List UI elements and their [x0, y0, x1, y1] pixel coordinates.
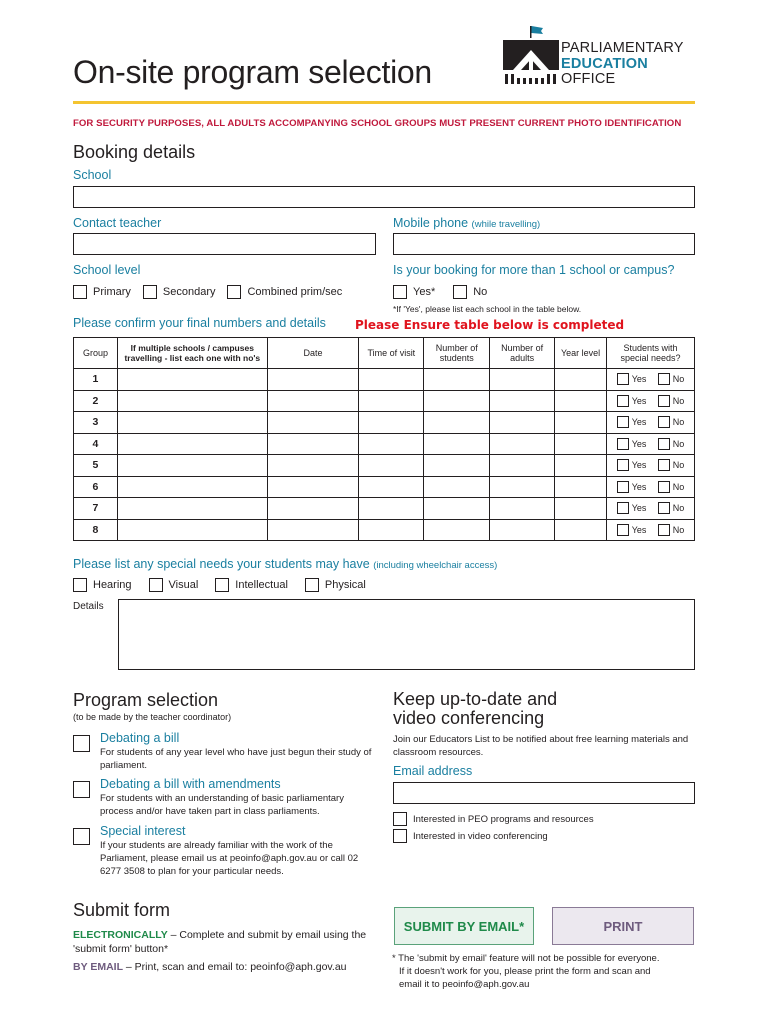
yes-label: Yes — [631, 503, 647, 514]
yes-label: Yes — [631, 460, 647, 471]
time-cell[interactable] — [359, 455, 424, 477]
footnote-line-3: email it to peoinfo@aph.gov.au — [399, 979, 530, 990]
debating-title: Debating a bill — [100, 731, 180, 745]
visual-label: Visual — [168, 579, 199, 591]
group-number: 4 — [74, 433, 118, 455]
yes-label: Yes — [631, 417, 647, 428]
school-label: School — [73, 168, 112, 182]
no-label: No — [672, 438, 685, 449]
yes-label: Yes — [631, 395, 647, 406]
booking-heading: Booking details — [73, 142, 196, 162]
group-number: 7 — [74, 498, 118, 520]
special-needs-yes-no — [607, 459, 694, 471]
table-header-row — [74, 338, 695, 369]
special-interest-desc: If your students are already familiar with the work of the Parliament, please email us at peoinfo@aph.gov.au or call 02 6277 3508 to plan for your particular needs. — [100, 840, 359, 877]
need-physical-option[interactable] — [305, 578, 366, 592]
special-needs-yes-option[interactable] — [617, 395, 647, 407]
year-level-cell[interactable] — [555, 455, 607, 477]
final-numbers-label: Please confirm your final numbers and details — [73, 316, 326, 330]
amendments-desc: For students with an understanding of basic parliamentary process and/or have taken part in class parliaments. — [100, 793, 344, 817]
logo-text — [561, 41, 684, 88]
yes-checkbox[interactable] — [617, 481, 629, 493]
table-row — [74, 390, 695, 412]
no-label: No — [672, 481, 685, 492]
special-needs-yes-no — [607, 524, 694, 536]
header-adults: Number of adults — [490, 338, 555, 369]
special-needs-label-text: Please list any special needs your students may have — [73, 557, 370, 571]
special-needs-cell — [607, 433, 695, 455]
time-cell[interactable] — [359, 498, 424, 520]
intellectual-label: Intellectual — [235, 579, 288, 591]
email-address-label: Email address — [393, 764, 473, 778]
interest-video-label: Interested in video conferencing — [413, 830, 548, 842]
special-needs-no-option[interactable] — [658, 416, 685, 428]
special-needs-no-option[interactable] — [658, 481, 685, 493]
need-intellectual-option[interactable] — [215, 578, 288, 592]
multi-yes-label: Yes* — [413, 286, 436, 298]
year-level-cell[interactable] — [555, 519, 607, 541]
no-label: No — [672, 417, 685, 428]
amendments-title: Debating a bill with amendments — [100, 777, 281, 791]
no-checkbox[interactable] — [658, 481, 670, 493]
mobile-phone-label — [393, 216, 540, 230]
footnote-line-1: * The 'submit by email' feature will not be possible for everyone. — [392, 953, 660, 964]
logo-line-1: PARLIAMENTARY — [561, 40, 684, 56]
header-students: Number of students — [424, 338, 490, 369]
yes-checkbox[interactable] — [617, 502, 629, 514]
no-checkbox[interactable] — [658, 438, 670, 450]
students-cell[interactable] — [424, 476, 490, 498]
adults-cell[interactable] — [490, 498, 555, 520]
adults-cell[interactable] — [490, 455, 555, 477]
yes-checkbox[interactable] — [617, 416, 629, 428]
footnote-line-2: If it doesn't work for you, please print the form and scan and — [399, 966, 651, 977]
date-cell[interactable] — [267, 455, 359, 477]
submit-heading: Submit form — [73, 900, 171, 920]
keep-heading-line-1: Keep up-to-date and — [393, 689, 558, 709]
table-row — [74, 412, 695, 434]
students-cell[interactable] — [424, 369, 490, 391]
school-cell[interactable] — [117, 369, 267, 391]
no-checkbox[interactable] — [658, 395, 670, 407]
students-cell[interactable] — [424, 455, 490, 477]
keep-updated-heading — [393, 690, 557, 728]
school-cell[interactable] — [117, 455, 267, 477]
special-needs-cell — [607, 369, 695, 391]
date-cell[interactable] — [267, 412, 359, 434]
yes-label: Yes — [631, 374, 647, 385]
amendments-checkbox[interactable] — [73, 781, 90, 798]
special-needs-yes-no — [607, 481, 694, 493]
need-visual-option[interactable] — [149, 578, 199, 592]
multi-school-question: Is your booking for more than 1 school or campus? — [393, 263, 675, 277]
year-level-cell[interactable] — [555, 498, 607, 520]
time-cell[interactable] — [359, 412, 424, 434]
level-primary-option[interactable] — [73, 285, 131, 299]
debating-desc: For students of any year level who have just begun their study of parliament. — [100, 747, 372, 771]
yes-checkbox[interactable] — [617, 438, 629, 450]
primary-label: Primary — [93, 286, 131, 298]
program-option-debating[interactable] — [73, 731, 373, 772]
mobile-phone-hint: (while travelling) — [471, 219, 541, 230]
debating-checkbox[interactable] — [73, 735, 90, 752]
time-cell[interactable] — [359, 390, 424, 412]
no-label: No — [672, 524, 685, 535]
special-needs-yes-no — [607, 373, 694, 385]
header-special-needs: Students with special needs? — [607, 338, 695, 369]
no-label: No — [672, 460, 685, 471]
combined-checkbox[interactable] — [227, 285, 241, 299]
electronically-label: ELECTRONICALLY — [73, 929, 168, 941]
special-needs-cell — [607, 476, 695, 498]
adults-cell[interactable] — [490, 433, 555, 455]
table-row — [74, 369, 695, 391]
secondary-checkbox[interactable] — [143, 285, 157, 299]
logo-line-3: OFFICE — [561, 71, 616, 87]
visual-checkbox[interactable] — [149, 578, 163, 592]
date-cell[interactable] — [267, 476, 359, 498]
special-needs-yes-option[interactable] — [617, 524, 647, 536]
school-cell[interactable] — [117, 498, 267, 520]
year-level-cell[interactable] — [555, 433, 607, 455]
group-number: 3 — [74, 412, 118, 434]
multi-yes-checkbox[interactable] — [393, 285, 407, 299]
interest-programs-checkbox[interactable] — [393, 812, 407, 826]
special-needs-yes-no — [607, 416, 694, 428]
by-email-label: BY EMAIL — [73, 961, 123, 973]
school-cell[interactable] — [117, 519, 267, 541]
special-needs-yes-option[interactable] — [617, 502, 647, 514]
students-cell[interactable] — [424, 498, 490, 520]
need-hearing-option[interactable] — [73, 578, 132, 592]
special-needs-yes-option[interactable] — [617, 481, 647, 493]
electronically-desc: – Complete and submit by email using the 'submit form' button* — [73, 929, 367, 955]
submit-by-email-button[interactable]: SUBMIT BY EMAIL* — [394, 907, 534, 945]
interest-video-option[interactable] — [393, 829, 548, 843]
header-schools: If multiple schools / campuses travelling - list each one with no's — [117, 338, 267, 369]
program-option-special-interest[interactable] — [73, 824, 373, 878]
no-checkbox[interactable] — [658, 373, 670, 385]
table-row — [74, 455, 695, 477]
yes-checkbox[interactable] — [617, 373, 629, 385]
program-subheading: (to be made by the teacher coordinator) — [73, 712, 232, 722]
special-interest-checkbox[interactable] — [73, 828, 90, 845]
adults-cell[interactable] — [490, 476, 555, 498]
adults-cell[interactable] — [490, 369, 555, 391]
group-number: 6 — [74, 476, 118, 498]
interest-programs-label: Interested in PEO programs and resources — [413, 813, 594, 825]
email-address-field[interactable] — [393, 782, 695, 804]
year-level-cell[interactable] — [555, 412, 607, 434]
header-divider — [73, 101, 695, 104]
date-cell[interactable] — [267, 390, 359, 412]
group-number: 1 — [74, 369, 118, 391]
header-date: Date — [267, 338, 359, 369]
special-needs-no-option[interactable] — [658, 373, 685, 385]
special-needs-cell — [607, 498, 695, 520]
students-cell[interactable] — [424, 433, 490, 455]
no-checkbox[interactable] — [658, 416, 670, 428]
school-level-options — [73, 285, 342, 299]
mobile-phone-label-text: Mobile phone — [393, 216, 469, 230]
adults-cell[interactable] — [490, 519, 555, 541]
special-needs-no-option[interactable] — [658, 459, 685, 471]
level-combined-option[interactable] — [227, 285, 342, 299]
special-needs-cell — [607, 412, 695, 434]
special-needs-no-option[interactable] — [658, 438, 685, 450]
school-cell[interactable] — [117, 412, 267, 434]
time-cell[interactable] — [359, 369, 424, 391]
time-cell[interactable] — [359, 476, 424, 498]
multi-no-option[interactable] — [453, 285, 487, 299]
program-heading: Program selection — [73, 690, 219, 710]
special-needs-yes-option[interactable] — [617, 459, 647, 471]
special-needs-yes-no — [607, 395, 694, 407]
multi-school-options — [393, 285, 487, 299]
interest-programs-option[interactable] — [393, 812, 594, 826]
group-number: 5 — [74, 455, 118, 477]
multi-no-label: No — [473, 286, 488, 298]
groups-table — [73, 337, 695, 541]
special-needs-hint: (including wheelchair access) — [373, 560, 498, 571]
header-year-level: Year level — [555, 338, 607, 369]
yes-label: Yes — [631, 481, 647, 492]
no-checkbox[interactable] — [658, 459, 670, 471]
table-row — [74, 433, 695, 455]
physical-checkbox[interactable] — [305, 578, 319, 592]
multi-yes-option[interactable] — [393, 285, 435, 299]
special-needs-yes-option[interactable] — [617, 416, 647, 428]
special-needs-yes-option[interactable] — [617, 438, 647, 450]
keep-heading-line-2: video conferencing — [393, 708, 545, 728]
multi-school-note: *If 'Yes', please list each school in the table below. — [393, 304, 582, 314]
special-interest-title: Special interest — [100, 824, 186, 838]
adults-cell[interactable] — [490, 412, 555, 434]
print-button[interactable]: PRINT — [552, 907, 694, 945]
special-needs-no-option[interactable] — [658, 395, 685, 407]
date-cell[interactable] — [267, 433, 359, 455]
special-needs-cell — [607, 455, 695, 477]
time-cell[interactable] — [359, 519, 424, 541]
no-checkbox[interactable] — [658, 524, 670, 536]
parliament-house-icon — [503, 24, 559, 88]
special-needs-options — [73, 578, 366, 592]
physical-label: Physical — [324, 579, 366, 591]
date-cell[interactable] — [267, 519, 359, 541]
details-label: Details — [73, 601, 104, 612]
hearing-label: Hearing — [93, 579, 132, 591]
logo-line-2: EDUCATION — [561, 55, 648, 72]
special-needs-label — [73, 557, 497, 571]
date-cell[interactable] — [267, 369, 359, 391]
submit-email-text — [73, 960, 383, 974]
school-level-label: School level — [73, 263, 141, 277]
table-row — [74, 476, 695, 498]
intellectual-checkbox[interactable] — [215, 578, 229, 592]
contact-teacher-label: Contact teacher — [73, 216, 162, 230]
year-level-cell[interactable] — [555, 476, 607, 498]
level-secondary-option[interactable] — [143, 285, 216, 299]
security-notice: FOR SECURITY PURPOSES, ALL ADULTS ACCOMPANYING SCHOOL GROUPS MUST PRESENT CURRENT PHOTO IDENTIFICATION — [73, 118, 682, 129]
no-label: No — [672, 503, 685, 514]
special-needs-no-option[interactable] — [658, 524, 685, 536]
primary-checkbox[interactable] — [73, 285, 87, 299]
header-group: Group — [74, 338, 118, 369]
secondary-label: Secondary — [162, 286, 216, 298]
school-field[interactable] — [73, 186, 695, 208]
students-cell[interactable] — [424, 412, 490, 434]
special-needs-yes-option[interactable] — [617, 373, 647, 385]
yes-label: Yes — [631, 524, 647, 535]
date-cell[interactable] — [267, 498, 359, 520]
no-label: No — [672, 395, 685, 406]
combined-label: Combined prim/sec — [247, 286, 343, 298]
students-cell[interactable] — [424, 390, 490, 412]
by-email-desc: – Print, scan and email to: peoinfo@aph.gov.au — [122, 961, 347, 973]
special-needs-yes-no — [607, 438, 694, 450]
submit-electronic-text — [73, 928, 373, 956]
hearing-checkbox[interactable] — [73, 578, 87, 592]
submit-footnote — [392, 952, 659, 991]
page-title: On-site program selection — [73, 54, 432, 90]
no-label: No — [672, 374, 685, 385]
special-needs-cell — [607, 519, 695, 541]
yes-checkbox[interactable] — [617, 524, 629, 536]
students-cell[interactable] — [424, 519, 490, 541]
contact-teacher-field[interactable] — [73, 233, 376, 255]
special-needs-yes-no — [607, 502, 694, 514]
school-cell[interactable] — [117, 390, 267, 412]
table-row — [74, 519, 695, 541]
year-level-cell[interactable] — [555, 390, 607, 412]
special-needs-no-option[interactable] — [658, 502, 685, 514]
table-required-note: Please Ensure table below is completed — [355, 318, 625, 332]
time-cell[interactable] — [359, 433, 424, 455]
school-cell[interactable] — [117, 433, 267, 455]
header-time: Time of visit — [359, 338, 424, 369]
details-field[interactable] — [118, 599, 695, 670]
no-checkbox[interactable] — [658, 502, 670, 514]
table-row — [74, 498, 695, 520]
multi-no-checkbox[interactable] — [453, 285, 467, 299]
group-number: 8 — [74, 519, 118, 541]
program-option-amendments[interactable] — [73, 777, 373, 818]
adults-cell[interactable] — [490, 390, 555, 412]
special-needs-cell — [607, 390, 695, 412]
yes-checkbox[interactable] — [617, 459, 629, 471]
year-level-cell[interactable] — [555, 369, 607, 391]
group-number: 2 — [74, 390, 118, 412]
yes-checkbox[interactable] — [617, 395, 629, 407]
mobile-phone-field[interactable] — [393, 233, 695, 255]
yes-label: Yes — [631, 438, 647, 449]
school-cell[interactable] — [117, 476, 267, 498]
keep-updated-desc: Join our Educators List to be notified about free learning materials and classroom resources. — [393, 734, 689, 758]
interest-video-checkbox[interactable] — [393, 829, 407, 843]
